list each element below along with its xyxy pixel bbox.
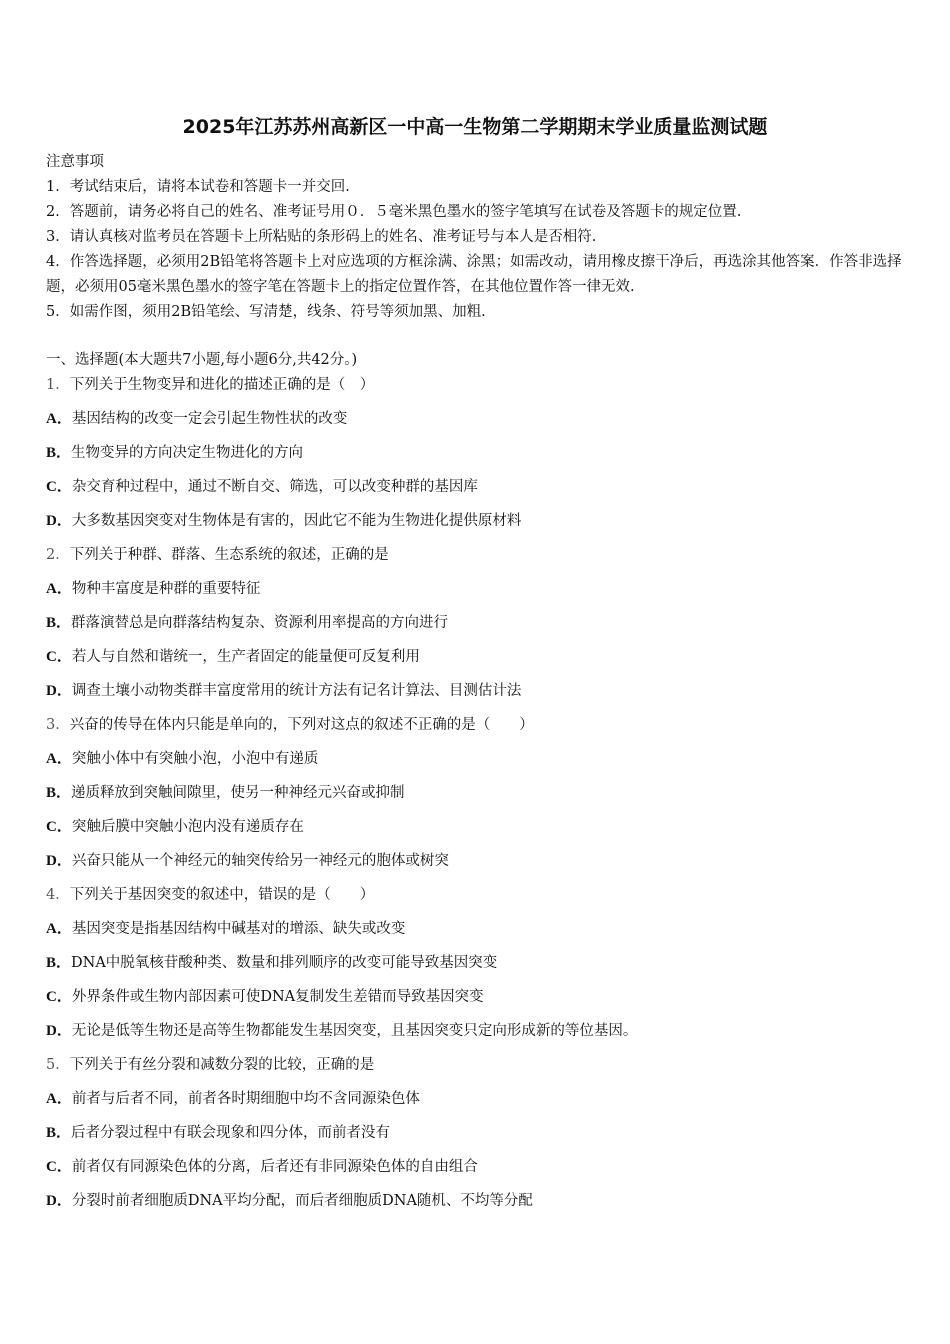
question-stem: 下列关于基因突变的叙述中，错误的是（ ） — [69, 887, 375, 903]
option-text: 基因结构的改变一定会引起生物性状的改变 — [71, 411, 348, 427]
notes-item-5: 5．如需作图，须用2B铅笔绘、写清楚，线条、符号等须加黑、加粗. — [46, 304, 486, 320]
question-1 — [46, 372, 916, 406]
question-4-option-d — [46, 1018, 916, 1052]
question-number: 1． — [46, 377, 70, 393]
question-stem: 兴奋的传导在体内只能是单向的，下列对这点的叙述不正确的是（ ） — [69, 717, 534, 733]
option-text: 群落演替总是向群落结构复杂、资源利用率提高的方向进行 — [71, 615, 449, 631]
question-2-option-c — [46, 644, 916, 678]
page-title: 2025年江苏苏州高新区一中高一生物第二学期期末学业质量监测试题 — [182, 116, 768, 138]
option-text: 生物变异的方向决定生物进化的方向 — [71, 445, 304, 461]
option-letter: A． — [46, 751, 72, 767]
notes-item-1: 1．考试结束后，请将本试卷和答题卡一并交回. — [46, 179, 350, 195]
section-header: 一、选择题(本大题共7小题,每小题6分,共42分。) — [46, 352, 358, 368]
question-4-option-b — [46, 950, 916, 984]
question-1-option-d — [46, 508, 916, 542]
option-text: 杂交育种过程中，通过不断自交、筛选，可以改变种群的基因库 — [71, 479, 478, 495]
question-5-option-d — [46, 1188, 916, 1222]
question-2-option-d — [46, 678, 916, 712]
question-1-option-a — [46, 406, 916, 440]
notes-item-3: 3．请认真核对监考员在答题卡上所粘贴的条形码上的姓名、准考证号与本人是否相符. — [46, 229, 597, 245]
option-text: 兴奋只能从一个神经元的轴突传给另一神经元的胞体或树突 — [71, 853, 449, 869]
notes-item-2: 2．答题前，请务必将自己的姓名、准考证号用０．５毫米黑色墨水的签字笔填写在试卷及答题卡的规定位置. — [46, 204, 742, 220]
question-number: 2． — [46, 547, 70, 563]
option-text: 无论是低等生物还是高等生物都能发生基因突变，且基因突变只定向形成新的等位基因。 — [71, 1023, 638, 1039]
option-letter: B． — [46, 955, 72, 971]
option-letter: A． — [46, 581, 72, 597]
question-1-option-c — [46, 474, 916, 508]
option-letter: D． — [46, 1023, 72, 1039]
notes-item-4: 4．作答选择题，必须用2B铅笔将答题卡上对应选项的方框涂满、涂黑；如需改动，请用橡皮擦干净后，再选涂其他答案．作答非选择题，必须用05毫米黑色墨水的签字笔在答题卡上的指定位置作答，在其他位置作答一律无效. — [46, 254, 902, 295]
option-letter: C． — [46, 649, 72, 665]
question-3-option-c — [46, 814, 916, 848]
question-5-option-c — [46, 1154, 916, 1188]
option-letter: B． — [46, 445, 72, 461]
question-3 — [46, 712, 916, 746]
question-2-option-b — [46, 610, 916, 644]
option-letter: A． — [46, 1091, 72, 1107]
option-text: 递质释放到突触间隙里，使另一种神经元兴奋或抑制 — [71, 785, 405, 801]
question-number: 4． — [46, 887, 70, 903]
option-letter: C． — [46, 989, 72, 1005]
option-text: 突触小体中有突触小泡，小泡中有递质 — [71, 751, 319, 767]
option-text: 基因突变是指基因结构中碱基对的增添、缺失或改变 — [71, 921, 406, 937]
question-3-option-d — [46, 848, 916, 882]
question-2 — [46, 542, 916, 576]
question-list — [46, 372, 916, 1222]
question-number: 5． — [46, 1057, 70, 1073]
option-letter: C． — [46, 479, 72, 495]
question-5 — [46, 1052, 916, 1086]
question-2-option-a — [46, 576, 916, 610]
option-letter: D． — [46, 1193, 72, 1209]
option-letter: A． — [46, 411, 72, 427]
option-letter: A． — [46, 921, 72, 937]
option-text: 前者与后者不同，前者各时期细胞中均不含同源染色体 — [71, 1091, 420, 1107]
option-letter: B． — [46, 615, 72, 631]
option-text: 外界条件或生物内部因素可使DNA复制发生差错而导致基因突变 — [71, 989, 484, 1005]
question-3-option-b — [46, 780, 916, 814]
option-text: 大多数基因突变对生物体是有害的，因此它不能为生物进化提供原材料 — [71, 513, 522, 529]
question-5-option-b — [46, 1120, 916, 1154]
question-3-option-a — [46, 746, 916, 780]
question-4 — [46, 882, 916, 916]
option-letter: D． — [46, 513, 72, 529]
option-text: 物种丰富度是种群的重要特征 — [71, 581, 261, 597]
option-text: 突触后膜中突触小泡内没有递质存在 — [71, 819, 304, 835]
option-text: 调查土壤小动物类群丰富度常用的统计方法有记名计算法、目测估计法 — [71, 683, 522, 699]
option-text: 后者分裂过程中有联会现象和四分体，而前者没有 — [71, 1125, 391, 1141]
question-5-option-a — [46, 1086, 916, 1120]
option-letter: C． — [46, 819, 72, 835]
question-1-option-b — [46, 440, 916, 474]
notes-block — [46, 150, 906, 325]
notes-heading: 注意事项 — [46, 154, 104, 170]
question-stem: 下列关于有丝分裂和减数分裂的比较，正确的是 — [69, 1057, 375, 1073]
question-4-option-c — [46, 984, 916, 1018]
option-text: DNA中脱氧核苷酸种类、数量和排列顺序的改变可能导致基因突变 — [71, 955, 498, 971]
option-letter: B． — [46, 785, 72, 801]
option-letter: C． — [46, 1159, 72, 1175]
option-text: 前者仅有同源染色体的分离，后者还有非同源染色体的自由组合 — [71, 1159, 478, 1175]
option-letter: D． — [46, 683, 72, 699]
option-letter: B． — [46, 1125, 72, 1141]
question-4-option-a — [46, 916, 916, 950]
question-stem: 下列关于生物变异和进化的描述正确的是（ ） — [69, 377, 375, 393]
question-stem: 下列关于种群、群落、生态系统的叙述，正确的是 — [69, 547, 389, 563]
option-text: 若人与自然和谐统一，生产者固定的能量便可反复利用 — [71, 649, 420, 665]
option-letter: D． — [46, 853, 72, 869]
question-number: 3． — [46, 717, 70, 733]
option-text: 分裂时前者细胞质DNA平均分配，而后者细胞质DNA随机、不均等分配 — [71, 1193, 533, 1209]
